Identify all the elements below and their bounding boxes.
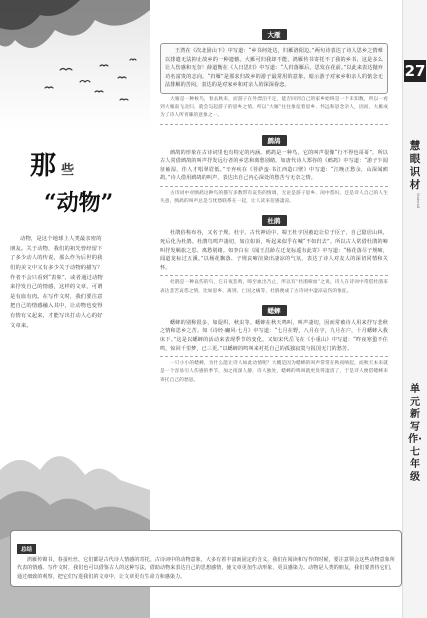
section-body: 杜鹃俗称布谷，又名子规、杜宇。古代神话中，蜀王杜宇因被迫让位于臣子，自己隐居山林，死后化为杜鹃。杜鹃鸟鸣声凄切，如泣如诉，听起来似乎在喊“不如归去”。所以古人常借杜鹃的啼叫抒发羁旅之思、离愁别绪。如李白在《闻王昌龄左迁龙标遥有此寄》中写道：“杨花落尽子规啼，闻道龙标过五溪。”以杨花飘落、子规哀啼渲染出凄凉的气氛，表达了诗人对友人的深切同情和关怀。 [160,230,388,271]
section-heading-label: 杜鹃 [262,215,287,226]
section-box-dayan [160,43,388,94]
intro-title-line2: “动物” [44,190,114,216]
divider [160,186,388,187]
summary-box [10,530,402,587]
section-heading-label: 鹧鸪 [262,135,287,146]
column-title: 慧眼识材 [409,140,421,191]
section-heading-zhegu [160,128,388,147]
section-heading-dayan [160,22,388,41]
section-note: 杜鹃是一种哀伤的鸟，它日夜悲鸣，啼至血出乃止，所以有“杜鹃啼血”之说。诗人在诗词中常借杜鹃来表达悲苦哀怨之情，比如思乡、离别、亡国之痛等，杜鹃便成了古诗词中凄凉哀伤的象征。 [160,280,388,294]
intro-title [30,145,140,217]
section-body: 王湾在《次北固山下》中写道：“乡书何处达，归雁洛阳边。”两句诗表达了诗人思乡之情难以排遣无法抑止故乡的一种遗憾。大雁可归我却不能，鸿雁传书寄托不了我的乡书，这是多么让人伤感和无奈！薛道衡在《人日思归》中写道：“人归落雁后，思发在花前。”以此来表达抛弃功名富贵的志向，“归雁”是那求归故乡的游子最常用的意象，暗示游子对家乡和亲人的惦念无法排解的苦闷，表达的是对家乡和对亲人的深深眷恋。 [165,48,383,89]
main-column [160,20,388,385]
section-body: 鹧鸪的形象在古诗词里也有特定的内涵。鹧鸪是一种鸟，它的叫声很像“行不得也哥哥”，所以古人常借鹧鸪的叫声抒发远行者的乡思和离愁别绪。如唐代诗人郑谷的《鹧鸪》中写道：“游子乍闻征袖湿，佳人才唱翠眉低。”辛弃疾在《菩萨蛮·书江西造口壁》中写道：“江晚正愁余，山深闻鹧鸪。”诗人借用鹧鸪的叫声，表达出自己内心深处的愁苦与无奈之情。 [160,149,388,182]
divider [160,275,388,276]
section-heading-xishuai [160,298,388,317]
section-note: 大雁是一种候鸟，春去秋来，而游子在外漂泊不定，能否回到自己的家乡始终是一个未知数，所以一看到大雁南飞北归，就会勾起游子的思乡之情。所以“大雁”往往象征着思乡、怀远和思念亲人，因而，大雁成为了诗人所青睐的意象之一。 [160,96,388,119]
divider [160,356,388,357]
book-section-title: 单元新写作·七年级 [408,384,422,483]
section-heading-label: 蟋蟀 [262,305,287,316]
column-subtitle: Material [416,193,420,209]
section-body: 蟋蟀的别称很多，如促织、秋虫等。蟋蟀在秋天鸣叫，叫声凄切，因而常被诗人用来抒写悲秋之情和思乡之苦。如《诗经·豳风·七月》中写道：“七月在野，八月在宇，九月在户，十月蟋蟀入我床下。”这是以蟋蟀的活动来表现季节的变化。又如宋代岳飞在《小重山》中写道：“昨夜寒蛩不住鸣，惊回千里梦，已三更。”以蟋蟀的鸣叫来衬托自己的孤独寂寞与报国无门的愁苦。 [160,319,388,352]
section-note: 古诗词中对鹧鸪这种鸟的描写多数带有哀伤的情调，无论是游子思乡、闺中怨妇，还是诗人自己的人生失意，鹧鸪的叫声总是与忧愁联系在一起，让人读来倍感凄凉。 [160,190,388,205]
summary-label: 总结 [17,544,36,554]
section-note: 一只小小的蟋蟀，为什么能让诗人如此动情呢？大概是因为蟋蟀的叫声常常在秋夜响起，而秋天本来就是一个容易引人伤感的季节，加之夜深人静，诗人独处，蟋蟀的鸣叫就更显得凄清了，于是诗人便借蟋蟀来寄托自己的愁思。 [160,361,388,383]
intro-text: 动物，是这个地球上人类最亲密的朋友。关于动物，我们的祖先曾经留下了多少动人的传说，那么作为后世的我们的美文中又有多少关于动物的描写？作者不会只看到“表象”，或者通过动物来抒发自己的情感，这样的文章，可谓是有血有肉。在写作文时，我们要注意把自己的情感融入其中，让动物也变得有情有义起来，才能写出打动人心的好文章来。 [10,236,103,329]
section-heading-label: 大雁 [262,29,287,40]
intro-title-main: 那 [30,151,57,181]
divider [160,124,388,125]
right-sidebar [402,0,427,618]
intro-title-small: 些 [61,163,75,178]
summary-text: 鸿雁传锦书，春蚕吐丝，它们都是古代诗人情感的寄托。古诗词中的动物意象，大多有着丰富而固定的含义，我们在阅读和写作的时候，要注意领会这些动物意象所代表的情感。写作文时，我们也可以借鉴古人的这种写法，借助动物来表达自己的思想感情，使文章更加生动形象，更具感染力。动物是人类的朋友，我们要善待它们，通过细致的观察，把它们写进我们的文章中，让文章更有生命力和感染力。 [17,557,395,580]
page-number: 27 [404,62,426,80]
section-heading-dujuan [160,208,388,227]
